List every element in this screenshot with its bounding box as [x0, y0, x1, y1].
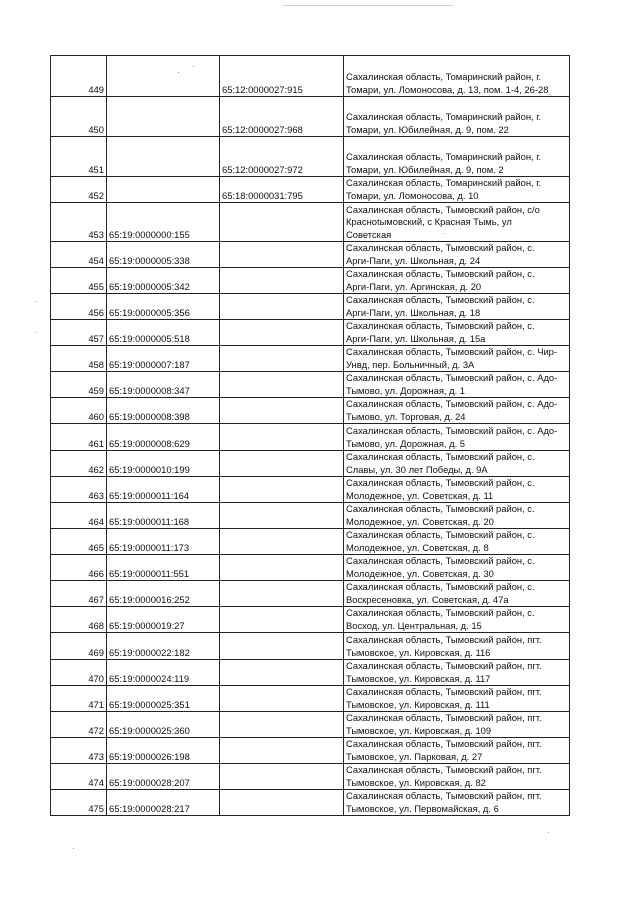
cadastral-number-cell: 65:19:0000022:182 [107, 633, 220, 660]
row-number-cell: 452 [51, 177, 107, 203]
cadastral-number-cell: 65:19:0000025:351 [107, 686, 220, 712]
address-cell [344, 607, 570, 633]
cadastral-number-cell: 65:19:0000008:629 [107, 424, 220, 451]
address-cell [344, 503, 570, 529]
address-line: Сахалинская область, Тымовский район, с. Адо- [346, 372, 558, 384]
table-row [51, 242, 570, 268]
cadastral-number-cell: 65:19:0000011:164 [107, 477, 220, 503]
address-cell [344, 242, 570, 268]
table-row [51, 424, 570, 451]
row-number-cell: 471 [51, 686, 107, 712]
address-line: Сахалинская область, Тымовский район, пгт. [346, 634, 542, 646]
address-cell [344, 398, 570, 424]
table-row [51, 177, 570, 203]
address-line: Сахалинская область, Томаринский район, г. [346, 111, 542, 123]
address-line: Арги-Паги, ул. Школьная, д. 24 [346, 254, 481, 266]
address-line: Томари, ул. Юбилейная, д. 9, пом. 2 [346, 163, 504, 175]
address-line: Сахалинская область, Тымовский район, пгт. [346, 660, 542, 672]
address-line: Томари, ул. Ломоносова, д. 10 [346, 189, 479, 201]
cadastral-number-cell [220, 555, 344, 581]
table-row [51, 137, 570, 177]
row-number-cell: 469 [51, 633, 107, 660]
cadastral-number-cell: 65:19:0000011:173 [107, 529, 220, 555]
address-cell [344, 372, 570, 398]
address-line: Сахалинская область, Тымовский район, с. [346, 503, 535, 515]
row-number-cell: 473 [51, 738, 107, 764]
cadastral-number-cell: 65:19:0000005:338 [107, 242, 220, 268]
table-row [51, 764, 570, 790]
row-number-cell: 454 [51, 242, 107, 268]
address-cell [344, 451, 570, 477]
cadastral-number-cell [220, 607, 344, 633]
address-line: Сахалинская область, Томаринский район, г. [346, 177, 542, 189]
address-line: Сахалинская область, Томаринский район, г. [346, 151, 542, 163]
cadastral-number-cell: 65:19:0000019:27 [107, 607, 220, 633]
address-line: Тымовское, ул. Кировская, д. 111 [346, 698, 490, 710]
address-line: Воскресеновка, ул. Советская, д. 47а [346, 593, 509, 605]
row-number-cell: 449 [51, 56, 107, 97]
row-number-cell: 466 [51, 555, 107, 581]
row-number-cell: 462 [51, 451, 107, 477]
address-cell [344, 581, 570, 607]
row-number-cell: 464 [51, 503, 107, 529]
address-line: Сахалинская область, Тымовский район, с. [346, 555, 535, 567]
row-number-cell: 459 [51, 372, 107, 398]
address-cell [344, 633, 570, 660]
table-row [51, 712, 570, 738]
address-line: Сахалинская область, Тымовский район, с. [346, 477, 535, 489]
cadastral-number-cell: 65:19:0000011:168 [107, 503, 220, 529]
address-line: Сахалинская область, Тымовский район, с. Адо- [346, 425, 558, 437]
address-line: Тымово, ул. Торговая, д. 24 [346, 410, 466, 422]
address-line: Сахалинская область, Томаринский район, г. [346, 71, 542, 83]
address-line: Сахалинская область, Тымовский район, с. [346, 451, 535, 463]
table-row [51, 398, 570, 424]
cadastral-number-cell: 65:19:0000005:356 [107, 294, 220, 320]
row-number-cell: 465 [51, 529, 107, 555]
table-row [51, 268, 570, 294]
address-line: Тымово, ул. Дорожная, д. 5 [346, 437, 466, 449]
cadastral-number-cell [107, 97, 220, 137]
address-cell [344, 764, 570, 790]
table-row [51, 555, 570, 581]
cadastral-number-cell [220, 451, 344, 477]
cadastral-number-cell [220, 346, 344, 372]
cadastral-number-cell: 65:19:0000024:119 [107, 660, 220, 686]
registry-table [50, 55, 570, 816]
address-line: Тымовское, ул. Кировская, д. 82 [346, 776, 486, 788]
address-line: Сахалинская область, Тымовский район, с. Адо- [346, 398, 558, 410]
row-number-cell: 470 [51, 660, 107, 686]
address-cell [344, 56, 570, 97]
address-line: Сахалинская область, Тымовский район, с. [346, 529, 535, 541]
row-number-cell: 457 [51, 320, 107, 346]
table-row [51, 738, 570, 764]
table-row [51, 56, 570, 97]
address-line: Сахалинская область, Тымовский район, пгт. [346, 712, 542, 724]
address-cell [344, 738, 570, 764]
row-number-cell: 472 [51, 712, 107, 738]
table-row [51, 294, 570, 320]
row-number-cell: 455 [51, 268, 107, 294]
address-line: Тымово, ул. Дорожная, д. 1 [346, 384, 466, 396]
cadastral-number-cell: 65:18:0000031:795 [220, 177, 344, 203]
scan-speck [35, 301, 36, 302]
cadastral-number-cell: 65:19:0000025:360 [107, 712, 220, 738]
address-line: Сахалинская область, Тымовский район, с. [346, 320, 535, 332]
row-number-cell: 456 [51, 294, 107, 320]
row-number-cell: 474 [51, 764, 107, 790]
table-row [51, 372, 570, 398]
address-line: Сахалинская область, Тымовский район, пгт. [346, 738, 542, 750]
address-line: Тымовское, ул. Парковая, д. 27 [346, 750, 483, 762]
address-cell [344, 97, 570, 137]
scan-speck [35, 332, 36, 333]
row-number-cell: 467 [51, 581, 107, 607]
address-cell [344, 529, 570, 555]
cadastral-number-cell: 65:19:0000007:187 [107, 346, 220, 372]
table-row [51, 451, 570, 477]
cadastral-number-cell: 65:19:0000005:342 [107, 268, 220, 294]
table-row [51, 477, 570, 503]
cadastral-number-cell [220, 633, 344, 660]
address-line: Тымовское, ул. Кировская, д. 109 [346, 724, 492, 736]
address-line: Молодежное, ул. Советская, д. 8 [346, 541, 489, 553]
address-line: Сахалинская область, Тымовский район, с. [346, 607, 535, 619]
cadastral-number-cell: 65:19:0000005:518 [107, 320, 220, 346]
address-line: Сахалинская область, Тымовский район, пгт. [346, 790, 542, 802]
address-cell [344, 203, 570, 242]
address-cell [344, 177, 570, 203]
address-cell [344, 660, 570, 686]
row-number-cell: 463 [51, 477, 107, 503]
address-line: Тымовское, ул. Кировская, д. 116 [346, 646, 491, 658]
address-cell [344, 790, 570, 816]
table-row [51, 97, 570, 137]
address-cell [344, 477, 570, 503]
cadastral-number-cell [220, 529, 344, 555]
address-line: Сахалинская область, Тымовский район, с. [346, 242, 535, 254]
cadastral-number-cell: 65:12:0000027:915 [220, 56, 344, 97]
table-row [51, 203, 570, 242]
cadastral-number-cell: 65:19:0000026:198 [107, 738, 220, 764]
cadastral-number-cell: 65:19:0000008:398 [107, 398, 220, 424]
address-cell [344, 137, 570, 177]
cadastral-number-cell [220, 268, 344, 294]
address-line: Молодежное, ул. Советская, д. 11 [346, 489, 494, 501]
address-line: Сахалинская область, Тымовский район, с. [346, 268, 535, 280]
cadastral-number-cell [220, 686, 344, 712]
row-number-cell: 451 [51, 137, 107, 177]
row-number-cell: 453 [51, 203, 107, 242]
row-number-cell: 450 [51, 97, 107, 137]
address-cell [344, 424, 570, 451]
address-line: Арги-Паги, ул. Школьная, д. 15а [346, 332, 486, 344]
row-number-cell: 475 [51, 790, 107, 816]
table-row [51, 320, 570, 346]
cadastral-number-cell [220, 738, 344, 764]
cadastral-number-cell [107, 137, 220, 177]
address-cell [344, 268, 570, 294]
address-line: Тымовское, ул. Первомайская, д. 6 [346, 802, 499, 814]
row-number-cell: 458 [51, 346, 107, 372]
scan-speck [178, 72, 179, 73]
cadastral-number-cell: 65:12:0000027:972 [220, 137, 344, 177]
row-number-cell: 468 [51, 607, 107, 633]
cadastral-number-cell [220, 320, 344, 346]
top-rule [283, 5, 453, 6]
cadastral-number-cell: 65:19:0000000:155 [107, 203, 220, 242]
address-line: Томари, ул. Юбилейная, д. 9, пом. 22 [346, 123, 509, 135]
table-row [51, 346, 570, 372]
cadastral-number-cell [220, 294, 344, 320]
address-line: Томари, ул. Ломоносова, д. 13, пом. 1-4, 26-28 [346, 83, 549, 95]
table-row [51, 633, 570, 660]
address-line: Молодежное, ул. Советская, д. 20 [346, 515, 494, 527]
cadastral-number-cell [220, 790, 344, 816]
table-row [51, 790, 570, 816]
address-line: Унвд, пер. Больничный, д. 3А [346, 358, 475, 370]
address-cell [344, 712, 570, 738]
cadastral-number-cell: 65:19:0000011:551 [107, 555, 220, 581]
table-row [51, 529, 570, 555]
address-line: Красноtымовский, с Красная Тымь, ул [346, 216, 512, 228]
table-row [51, 503, 570, 529]
cadastral-number-cell [220, 372, 344, 398]
address-line: Молодежное, ул. Советская, д. 30 [346, 567, 494, 579]
scan-speck [548, 832, 549, 833]
cadastral-number-cell: 65:19:0000028:207 [107, 764, 220, 790]
address-line: Восход, ул. Центральная, д. 15 [346, 619, 482, 631]
address-line: Сахалинская область, Тымовский район, с. [346, 294, 535, 306]
address-line: Сахалинская область, Тымовский район, с/о [346, 204, 540, 216]
cadastral-number-cell: 65:19:0000008:347 [107, 372, 220, 398]
cadastral-number-cell [107, 56, 220, 97]
address-line: Сахалинская область, Тымовский район, пгт. [346, 764, 542, 776]
cadastral-number-cell [220, 503, 344, 529]
address-cell [344, 686, 570, 712]
address-cell [344, 555, 570, 581]
cadastral-number-cell [220, 477, 344, 503]
cadastral-number-cell [220, 398, 344, 424]
cadastral-number-cell: 65:12:0000027:968 [220, 97, 344, 137]
table-row [51, 607, 570, 633]
scan-speck [444, 233, 445, 234]
cadastral-number-cell: 65:19:0000028:217 [107, 790, 220, 816]
registry-table-body [51, 56, 570, 816]
address-line: Сахалинская область, Тымовский район, с. Чир- [346, 346, 558, 358]
address-cell [344, 320, 570, 346]
cadastral-number-cell: 65:19:0000016:252 [107, 581, 220, 607]
scan-speck [193, 66, 194, 67]
address-line: Славы, ул. 30 лет Победы, д. 9А [346, 463, 488, 475]
cadastral-number-cell [220, 242, 344, 268]
cadastral-number-cell [107, 177, 220, 203]
cadastral-number-cell [220, 660, 344, 686]
cadastral-number-cell [220, 764, 344, 790]
row-number-cell: 460 [51, 398, 107, 424]
cadastral-number-cell [220, 581, 344, 607]
address-line: Арги-Паги, ул. Аргинская, д. 20 [346, 280, 482, 292]
scan-speck [73, 848, 74, 849]
table-row [51, 686, 570, 712]
table-row [51, 581, 570, 607]
row-number-cell: 461 [51, 424, 107, 451]
address-line: Сахалинская область, Тымовский район, пгт. [346, 686, 542, 698]
cadastral-number-cell: 65:19:0000010:199 [107, 451, 220, 477]
address-line: Сахалинская область, Тымовский район, с. [346, 581, 535, 593]
cadastral-number-cell [220, 424, 344, 451]
address-line: Тымовское, ул. Кировская, д. 117 [346, 672, 491, 684]
cadastral-number-cell [220, 712, 344, 738]
address-line: Арги-Паги, ул. Школьная, д. 18 [346, 306, 481, 318]
cadastral-number-cell [220, 203, 344, 242]
address-cell [344, 294, 570, 320]
table-row [51, 660, 570, 686]
address-line: Советская [346, 228, 392, 240]
address-cell [344, 346, 570, 372]
